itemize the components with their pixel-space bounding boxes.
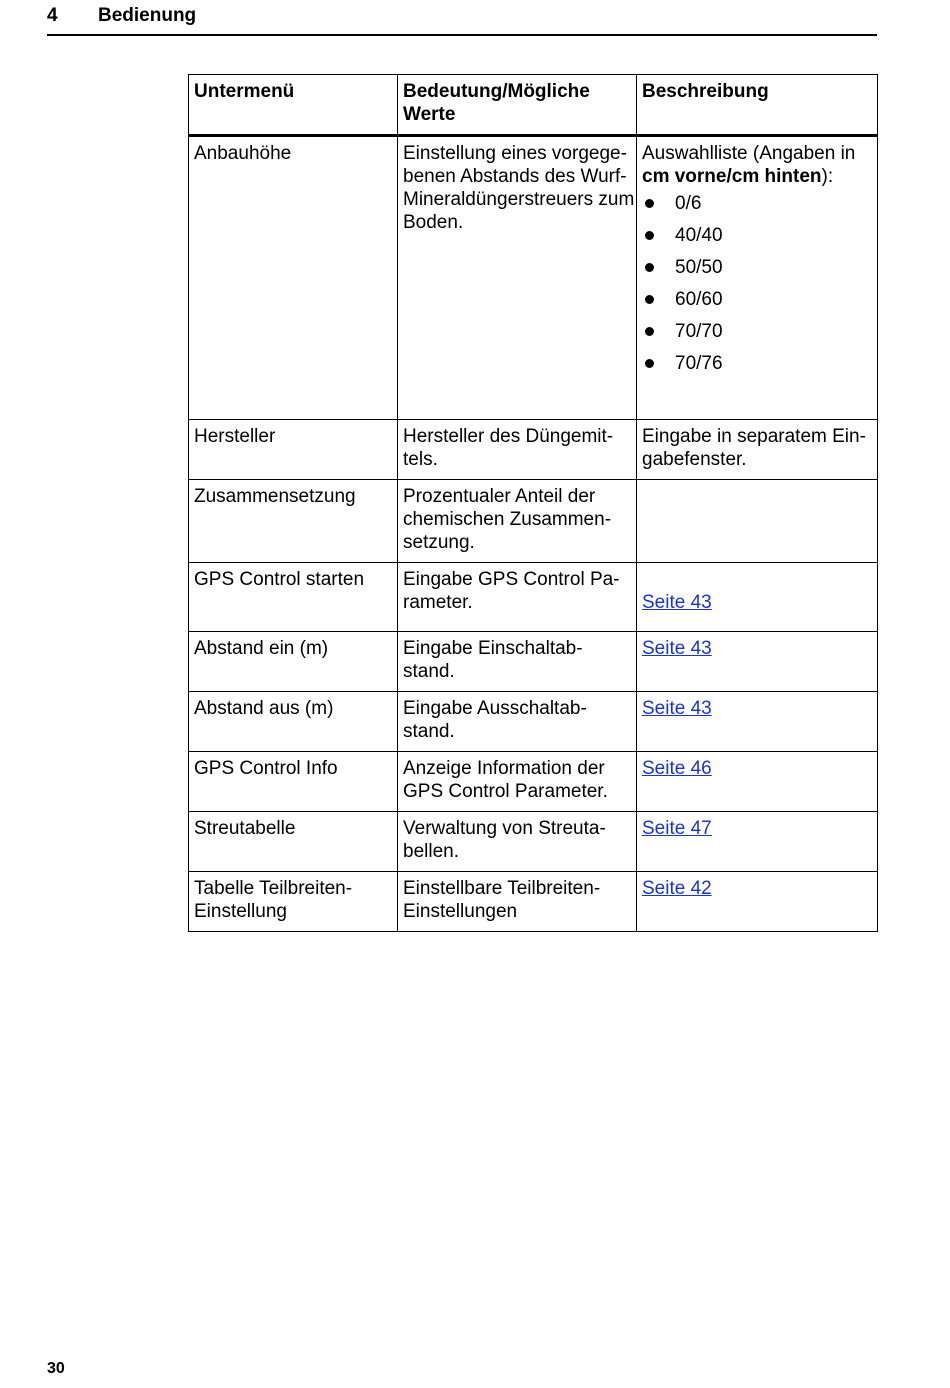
cell-untermenu: Hersteller — [189, 420, 398, 480]
option-label: 0/6 — [675, 193, 702, 214]
cell-beschreibung — [637, 632, 878, 692]
cell-untermenu: GPS Control starten — [189, 563, 398, 632]
list-item — [642, 224, 872, 256]
cell-untermenu: Tabelle Teilbreiten-Einstellung — [189, 872, 398, 932]
chapter-title: Bedienung — [98, 5, 197, 26]
table-row — [189, 692, 878, 752]
table-row — [189, 752, 878, 812]
cell-beschreibung — [637, 692, 878, 752]
column-header-beschreibung: Beschreibung — [637, 75, 878, 136]
option-label: 40/40 — [675, 225, 723, 246]
page-link-abstand-aus[interactable]: Seite 43 — [642, 698, 712, 719]
list-item — [642, 288, 872, 320]
cell-beschreibung — [637, 480, 878, 563]
bullet-icon — [645, 231, 654, 240]
page-header — [47, 4, 877, 36]
cell-bedeutung: Eingabe Einschaltab-stand. — [398, 632, 637, 692]
bullet-icon — [645, 263, 654, 272]
cell-bedeutung: Hersteller des Düngemit-tels. — [398, 420, 637, 480]
bullet-icon — [645, 359, 654, 368]
table-row — [189, 136, 878, 420]
description-prefix: Auswahlliste (Angaben in — [642, 143, 856, 164]
page-link-gps-control-start[interactable]: Seite 43 — [642, 592, 712, 613]
table-row — [189, 420, 878, 480]
cell-bedeutung: Einstellbare Teilbreiten-Einstellungen — [398, 872, 637, 932]
cell-beschreibung: Eingabe in separatem Ein-gabefenster. — [637, 420, 878, 480]
table-row — [189, 480, 878, 563]
table-row — [189, 812, 878, 872]
chapter-number: 4 — [47, 5, 58, 26]
cell-untermenu: Streutabelle — [189, 812, 398, 872]
cell-untermenu: Abstand aus (m) — [189, 692, 398, 752]
page-number: 30 — [47, 1360, 65, 1377]
cell-bedeutung: Verwaltung von Streuta-bellen. — [398, 812, 637, 872]
cell-bedeutung: Eingabe GPS Control Pa-rameter. — [398, 563, 637, 632]
column-header-bedeutung: Bedeutung/Mögliche Werte — [398, 75, 637, 136]
cell-beschreibung — [637, 752, 878, 812]
option-label: 70/76 — [675, 353, 723, 374]
option-label: 50/50 — [675, 257, 723, 278]
list-item — [642, 352, 872, 384]
bullet-icon — [645, 327, 654, 336]
cell-bedeutung: Anzeige Information der GPS Control Parameter. — [398, 752, 637, 812]
option-label: 60/60 — [675, 289, 723, 310]
bullet-icon — [645, 199, 654, 208]
table-row — [189, 872, 878, 932]
table-header-row — [189, 75, 878, 136]
page-link-gps-control-info[interactable]: Seite 46 — [642, 758, 712, 779]
column-header-untermenu: Untermenü — [189, 75, 398, 136]
table-row — [189, 632, 878, 692]
cell-untermenu: Zusammensetzung — [189, 480, 398, 563]
description-suffix: ): — [821, 166, 834, 187]
cell-untermenu: Anbauhöhe — [189, 136, 398, 420]
cell-untermenu: Abstand ein (m) — [189, 632, 398, 692]
submenu-table — [188, 74, 878, 932]
option-label: 70/70 — [675, 321, 723, 342]
list-item — [642, 320, 872, 352]
option-list — [642, 192, 872, 384]
cell-beschreibung — [637, 812, 878, 872]
cell-bedeutung-text: Einstellung eines vorgege-benen Abstands des Wurf-Mineraldüngerstreuers zum Boden. — [403, 143, 635, 233]
cell-bedeutung: Prozentualer Anteil der chemischen Zusammen-setzung. — [398, 480, 637, 563]
description-bold: cm vorne/cm hinten — [642, 166, 822, 187]
list-item — [642, 192, 872, 224]
cell-untermenu: GPS Control Info — [189, 752, 398, 812]
page-link-streutabelle[interactable]: Seite 47 — [642, 818, 712, 839]
cell-beschreibung — [637, 872, 878, 932]
cell-beschreibung — [637, 563, 878, 632]
bullet-icon — [645, 295, 654, 304]
cell-bedeutung — [398, 136, 637, 420]
page-link-teilbreiten[interactable]: Seite 42 — [642, 878, 712, 899]
cell-bedeutung: Eingabe Ausschaltab-stand. — [398, 692, 637, 752]
list-item — [642, 256, 872, 288]
page-link-abstand-ein[interactable]: Seite 43 — [642, 638, 712, 659]
table-row — [189, 563, 878, 632]
cell-beschreibung — [637, 136, 878, 420]
